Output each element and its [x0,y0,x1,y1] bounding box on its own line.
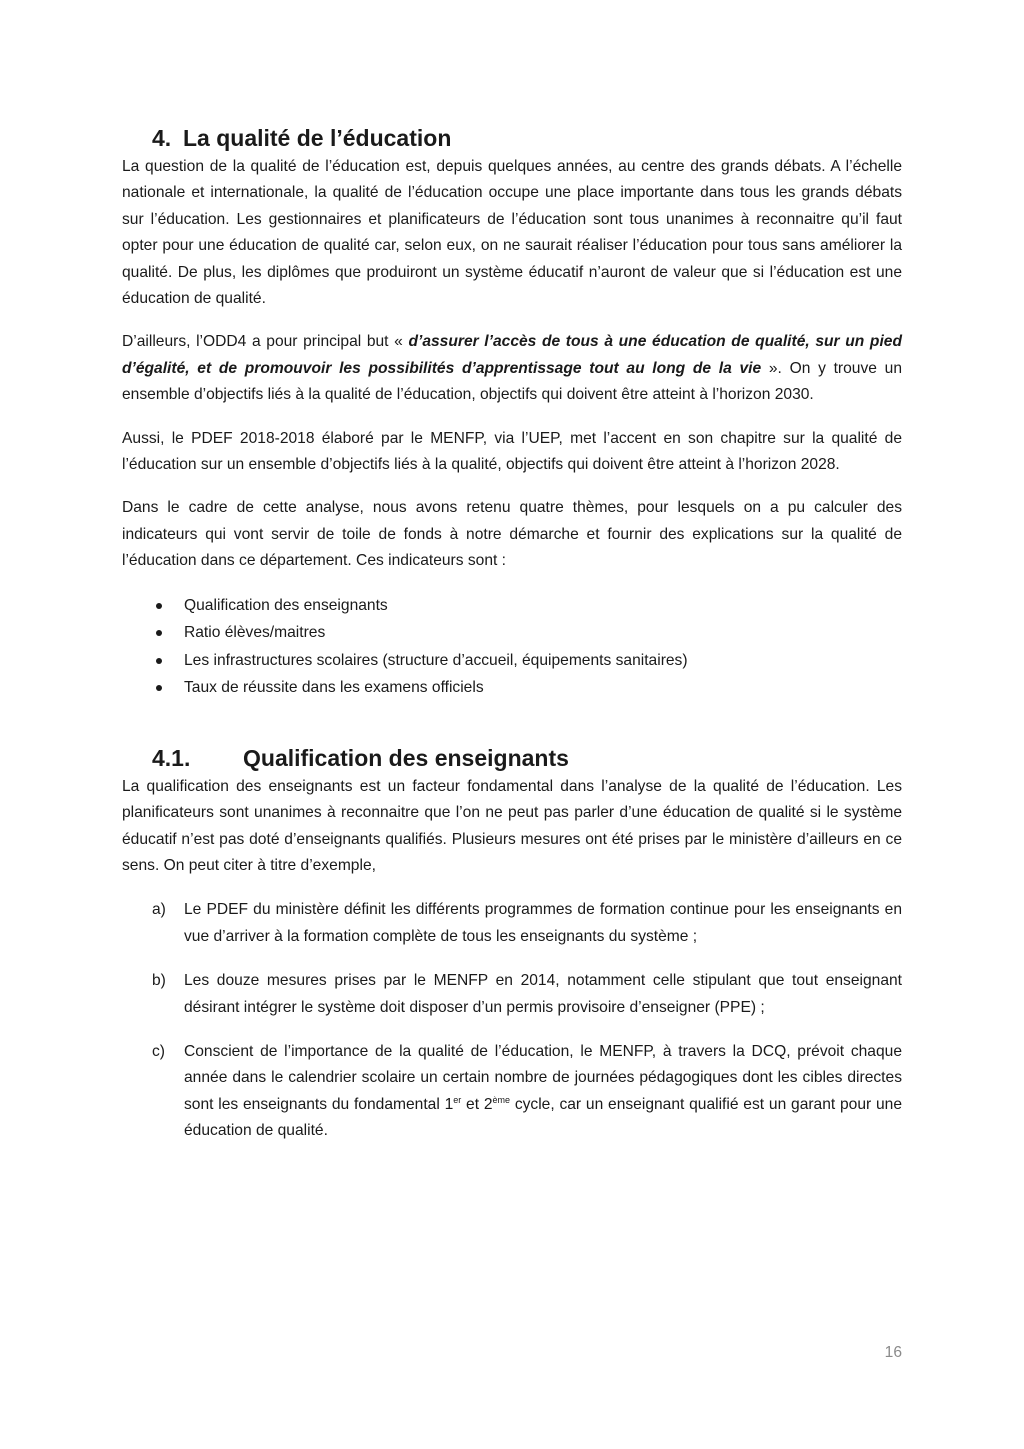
list-item-text: Conscient de l’importance de la qualité de l’éducation, le MENFP, à travers la DCQ, prévoit chaque année dans le calendrier scolaire un certain nombre de journées pédagogiques dont les cibles directes sont les enseignants du fondamental 1 [184,1042,902,1113]
indicator-label: Ratio élèves/maitres [184,624,326,642]
bullet-icon [156,658,162,664]
section-4-1-paragraph-1: La qualification des enseignants est un facteur fondamental dans l’analyse de la qualité de l’éducation. Les planificateurs sont unanimes à reconnaitre que l’on ne peut pas parler d’une éducation de qualité si le système éducatif n’est pas doté d’enseignants qualifiés. Plusieurs mesures ont été prises par le ministère d’ailleurs en ce sens. On peut citer à titre d’exemple, [122,777,902,874]
list-item [122,968,902,1021]
list-item [122,1039,902,1145]
indicator-label: Les infrastructures scolaires (structure d’accueil, équipements sanitaires) [184,651,688,669]
section-4-1-number: 4.1. [152,744,191,771]
list-item-text: et 2 [461,1095,493,1113]
indicator-label: Qualification des enseignants [184,596,388,614]
page-number: 16 [884,1344,902,1361]
list-item-text: cycle, car un enseignant qualifié est un garant pour une éducation de qualité. [184,1095,903,1140]
section-4-number: 4. [152,125,172,151]
indicator-list [122,592,902,702]
list-item [122,674,902,702]
superscript-er: er [453,1094,462,1105]
list-item [122,897,902,950]
bullet-icon [156,603,162,609]
list-item-text: Les douze mesures prises par le MENFP en 2014, notamment celle stipulant que tout enseignant désirant intégrer le système doit disposer d’un permis provisoire d’enseigner (PPE) ; [184,972,902,1016]
section-4-paragraph-1: La question de la qualité de l’éducation est, depuis quelques années, au centre des grands débats. A l’échelle nationale et internationale, la qualité de l’éducation occupe une place importante dans tous les grands débats sur l’éducation. Les gestionnaires et planificateurs de l’éducation sont tous unanimes à reconnaitre qu’il faut opter pour une éducation de qualité car, selon eux, on ne saurait réaliser l’éducation pour tous sans améliorer la qualité. De plus, les diplômes que produiront un système éducatif n’auront de valeur que si l’éducation est une éducation de qualité. [122,158,902,308]
superscript-eme: ème [492,1094,511,1105]
indicator-label: Taux de réussite dans les examens officiels [184,679,484,697]
list-item [122,647,902,675]
section-4-paragraph-2 [122,329,902,408]
section-4-title: La qualité de l’éducation [183,125,452,151]
section-4-paragraph-3: Aussi, le PDEF 2018-2018 élaboré par le MENFP, via l’UEP, met l’accent en son chapitre sur la qualité de l’éducation sur un ensemble d’objectifs liés à la qualité, objectifs qui doivent être atteint à l’horizon 2028. [122,429,902,474]
paragraph-2-lead: D’ailleurs, l’ODD4 a pour principal but « [122,333,409,351]
list-item-text: Le PDEF du ministère définit les différents programmes de formation continue pour les enseignants en vue d’arriver à la formation complète de tous les enseignants du système ; [184,901,902,945]
odd4-quote: d’assurer l’accès de tous à une éducation de qualité, sur un pied d’égalité, et de promouvoir les possibilités d’apprentissage tout au long de la vie [122,333,902,377]
bullet-icon [156,685,162,691]
list-item [122,592,902,620]
list-marker: c) [152,1042,165,1060]
section-4-paragraph-4: Dans le cadre de cette analyse, nous avons retenu quatre thèmes, pour lesquels on a pu calculer des indicateurs qui vont servir de toile de fonds à notre démarche et fournir des explications sur la qualité de l’éducation dans ce département. Ces indicateurs sont : [122,499,902,570]
list-marker: b) [152,972,166,990]
bullet-icon [156,630,162,636]
section-4-heading [122,122,902,154]
list-marker: a) [152,901,166,919]
list-item [122,619,902,647]
page-content [122,122,902,1145]
section-4-1-heading [122,742,902,774]
section-4-1-title: Qualification des enseignants [243,744,569,771]
measures-list [122,897,902,1144]
paragraph-2-tail: ». On y trouve un ensemble d’objectifs liés à la qualité de l’éducation, objectifs qui doivent être atteint à l’horizon 2030. [122,359,902,404]
